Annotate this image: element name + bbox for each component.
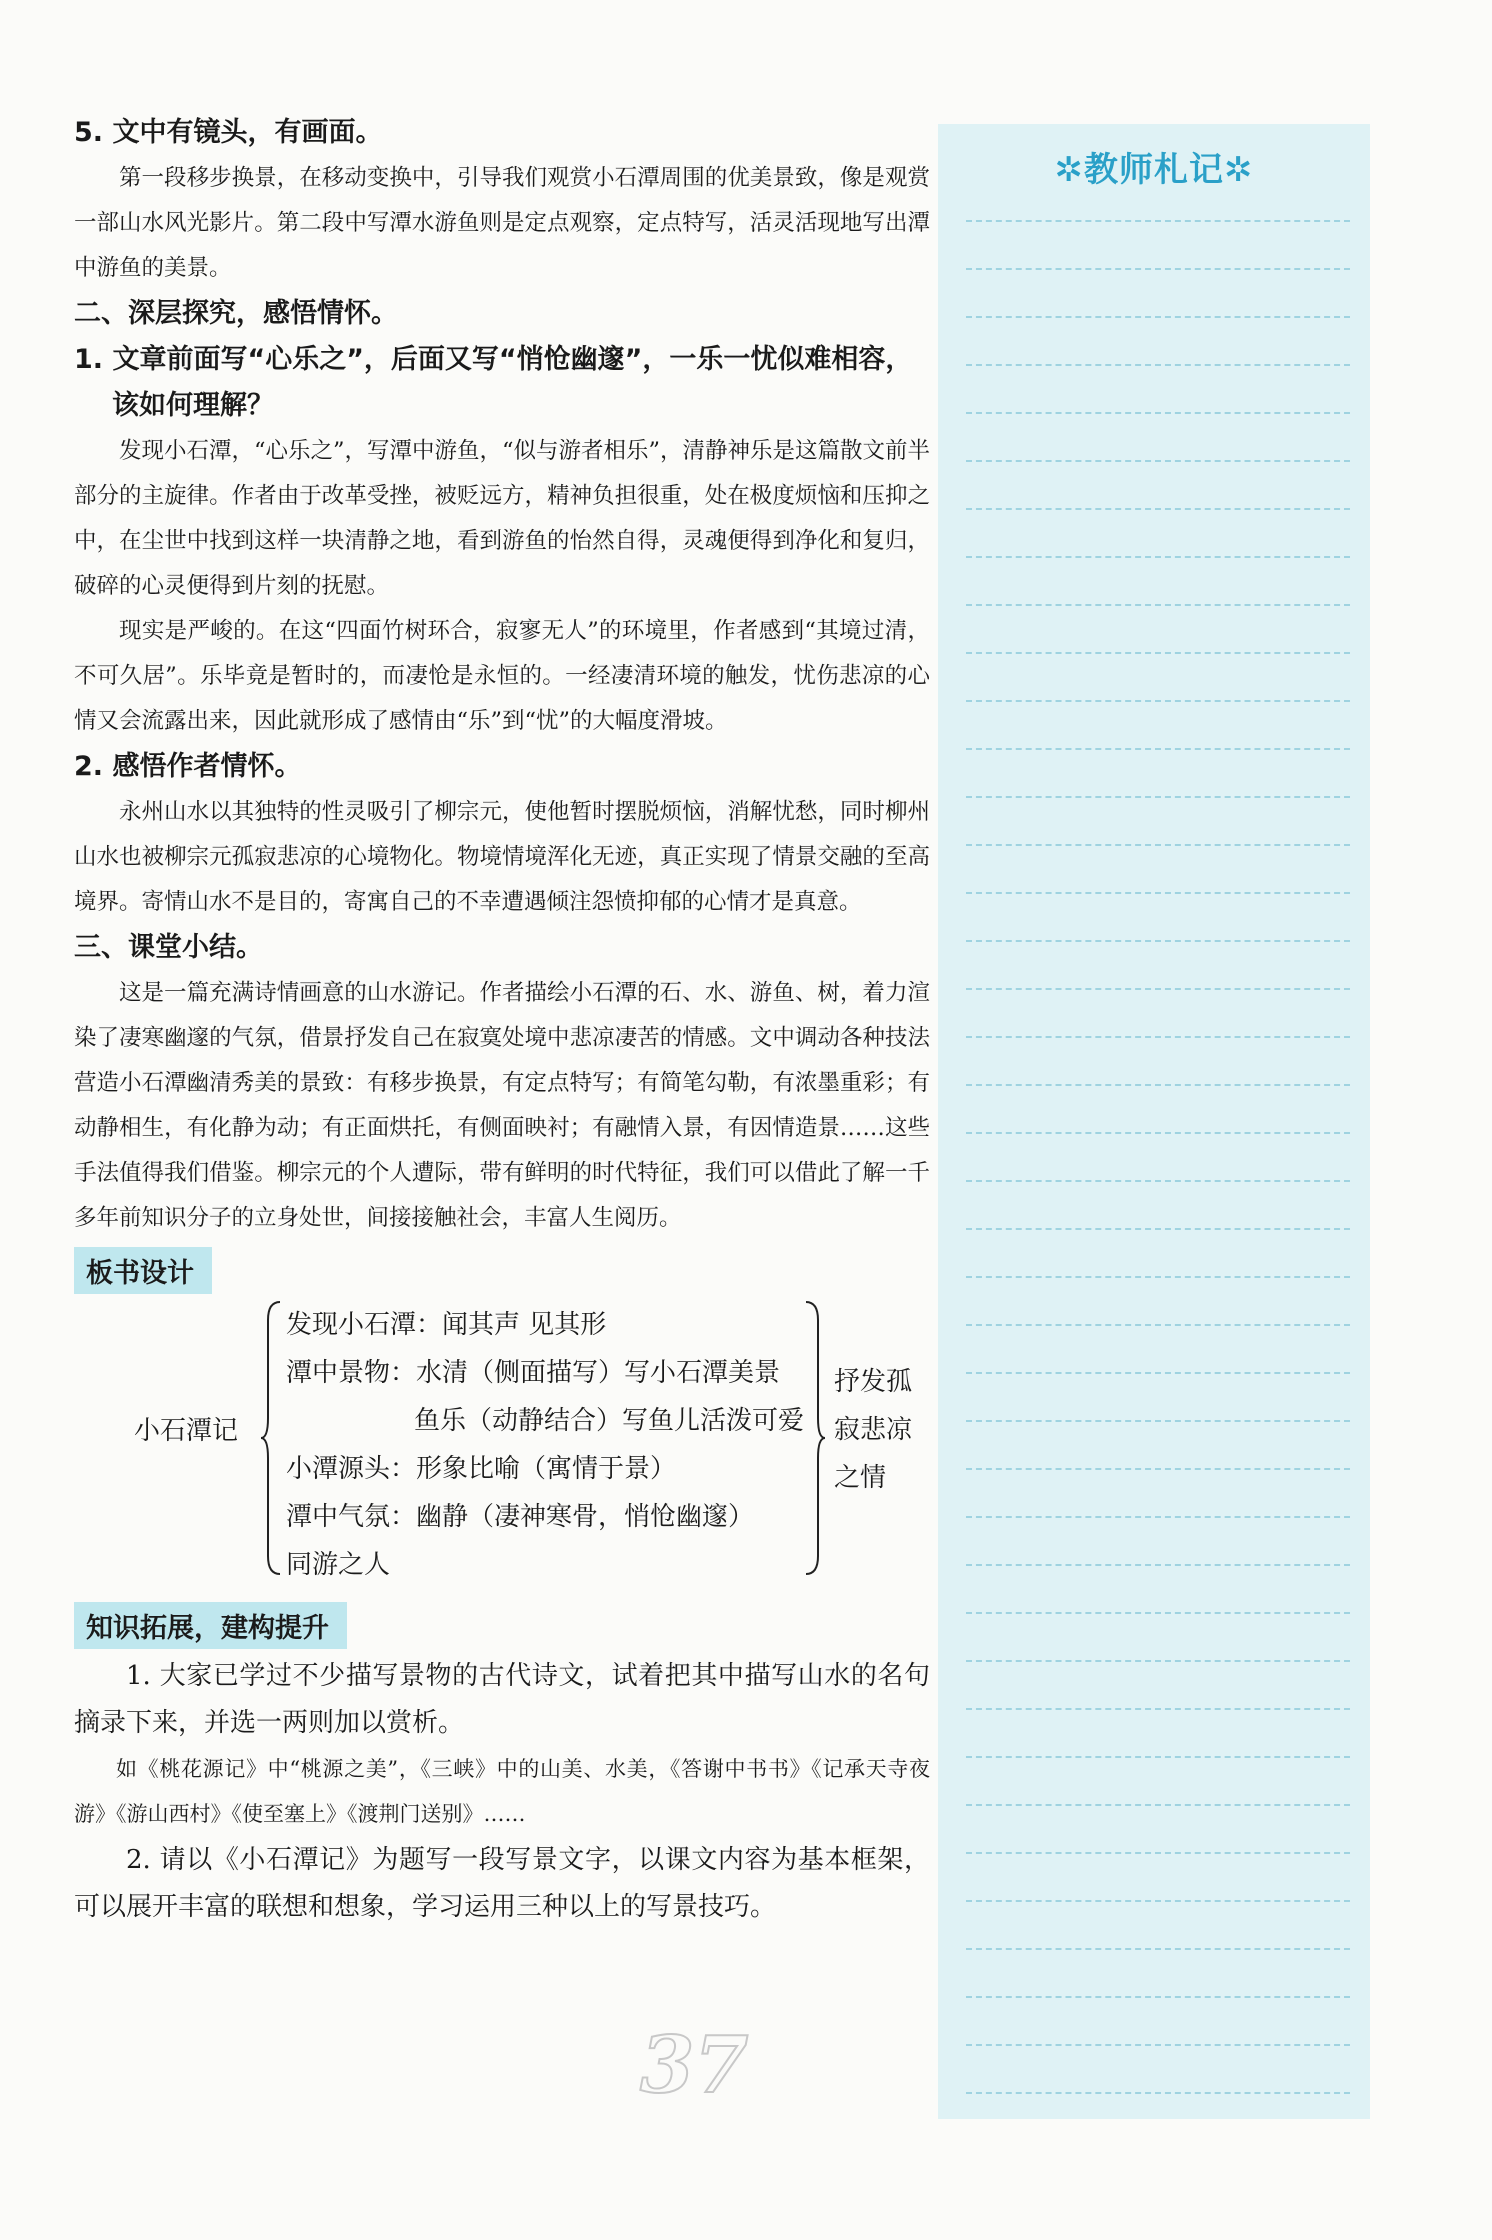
note-line (966, 892, 1350, 940)
note-line (966, 1900, 1350, 1948)
note-line (966, 460, 1350, 508)
note-line (966, 796, 1350, 844)
note-line (966, 1228, 1350, 1276)
note-line (966, 1756, 1350, 1804)
page-number: 37 (640, 2020, 749, 2111)
section-3-title: 三、课堂小结。 (74, 932, 263, 963)
question-1: 1. 文章前面写“心乐之”，后面又写“悄怆幽邃”，一乐一忧似难相容，该如何理解？ (74, 344, 913, 421)
note-line (966, 412, 1350, 460)
extension-item-1-note: 如《桃花源记》中“桃源之美”，《三峡》中的山美、水美，《答谢中书书》《记承天寺夜游》《游山西村》《使至塞上》《渡荆门送别》…… (74, 1757, 930, 1826)
note-line (966, 700, 1350, 748)
section-3-summary: 这是一篇充满诗情画意的山水游记。作者描绘小石潭的石、水、游鱼、树，着力渲染了凄寒幽邃的气氛，借景抒发自己在寂寞处境中悲凉凄苦的情感。文中调动各种技法营造小石潭幽清秀美的景致：有移步换景，有定点特写；有简笔勾勒，有浓墨重彩；有动静相生，有化静为动；有正面烘托，有侧面映衬；有融情入景，有因情造景……这些手法值得我们借鉴。柳宗元的个人遭际，带有鲜明的时代特征，我们可以借此了解一千多年前知识分子的立身处世，间接接触社会，丰富人生阅历。 (74, 980, 930, 1231)
extension-item-2: 2. 请以《小石潭记》为题写一段写景文字，以课文内容为基本框架，可以展开丰富的联想和想象，学习运用三种以上的写景技巧。 (74, 1845, 930, 1922)
note-line (966, 556, 1350, 604)
main-content (74, 110, 930, 1931)
extension-label: 知识拓展，建构提升 (74, 1602, 347, 1649)
note-line (966, 1276, 1350, 1324)
teacher-notes-title: ✲教师札记✲ (1054, 150, 1254, 190)
note-line (966, 1516, 1350, 1564)
question-1-answer-p2: 现实是严峻的。在这“四面竹树环合，寂寥无人”的环境里，作者感到“其境过清，不可久居”。乐毕竟是暂时的，而凄怆是永恒的。一经凄清环境的触发，忧伤悲凉的心情又会流露出来，因此就形成了感情由“乐”到“忧”的大幅度滑坡。 (74, 618, 930, 734)
board-row: 小潭源头：形象比喻（寓情于景） (286, 1454, 677, 1484)
note-line (966, 2092, 1350, 2140)
note-line (966, 268, 1350, 316)
item-5-heading: 5. 文中有镜头，有画面。 (74, 117, 383, 148)
teacher-notes-panel (938, 124, 1370, 2119)
question-2: 2. 感悟作者情怀。 (74, 751, 302, 782)
note-line (966, 1708, 1350, 1756)
board-row: 同游之人 (286, 1550, 391, 1580)
board-root: 小石潭记 (134, 1416, 239, 1446)
board-row: 潭中景物：水清（侧面描写）写小石潭美景 (286, 1358, 781, 1388)
note-line (966, 1180, 1350, 1228)
note-line (966, 988, 1350, 1036)
note-line (966, 1996, 1350, 2044)
extension-item-1: 1. 大家已学过不少描写景物的古代诗文，试着把其中描写山水的名句摘录下来，并选一两则加以赏析。 (74, 1661, 930, 1738)
note-line (966, 748, 1350, 796)
board-row: 发现小石潭：闻其声 见其形 (286, 1310, 607, 1340)
note-line (966, 220, 1350, 268)
item-5-paragraph: 第一段移步换景，在移动变换中，引导我们观赏小石潭周围的优美景致，像是观赏一部山水风光影片。第二段中写潭水游鱼则是定点观察，定点特写，活灵活现地写出潭中游鱼的美景。 (74, 165, 930, 281)
note-line (966, 1804, 1350, 1852)
note-line (966, 508, 1350, 556)
board-row: 潭中气氛：幽静（凄神寒骨，悄怆幽邃） (286, 1502, 755, 1532)
note-line (966, 1420, 1350, 1468)
note-line (966, 2044, 1350, 2092)
note-lines (966, 220, 1350, 2099)
note-line (966, 652, 1350, 700)
note-line (966, 364, 1350, 412)
note-line (966, 1948, 1350, 1996)
right-brace (804, 1300, 826, 1576)
note-line (966, 1084, 1350, 1132)
note-line (966, 1372, 1350, 1420)
note-line (966, 1324, 1350, 1372)
left-brace (260, 1300, 282, 1576)
note-line (966, 604, 1350, 652)
question-1-answer-p1: 发现小石潭，“心乐之”，写潭中游鱼，“似与游者相乐”，清静神乐是这篇散文前半部分的主旋律。作者由于改革受挫，被贬远方，精神负担很重，处在极度烦恼和压抑之中，在尘世中找到这样一块清静之地，看到游鱼的怡然自得，灵魂便得到净化和复归，破碎的心灵便得到片刻的抚慰。 (74, 438, 931, 599)
note-line (966, 1564, 1350, 1612)
board-row: 鱼乐（动静结合）写鱼儿活泼可爱 (414, 1406, 805, 1436)
note-line (966, 1660, 1350, 1708)
question-2-answer: 永州山水以其独特的性灵吸引了柳宗元，使他暂时摆脱烦恼，消解忧愁，同时柳州山水也被柳宗元孤寂悲凉的心境物化。物境情境浑化无迹，真正实现了情景交融的至高境界。寄情山水不是目的，寄寓自己的不幸遭遇倾注怨愤抑郁的心情才是真意。 (74, 799, 930, 915)
note-line (966, 316, 1350, 364)
note-line (966, 940, 1350, 988)
board-design-label: 板书设计 (74, 1247, 212, 1294)
note-line (966, 1132, 1350, 1180)
note-line (966, 1852, 1350, 1900)
note-line (966, 844, 1350, 892)
note-line (966, 1612, 1350, 1660)
note-line (966, 1468, 1350, 1516)
section-2-title: 二、深层探究，感悟情怀。 (74, 298, 398, 329)
board-design (74, 1298, 930, 1588)
board-conclusion: 抒发孤寂悲凉之情 (834, 1367, 913, 1493)
note-line (966, 1036, 1350, 1084)
